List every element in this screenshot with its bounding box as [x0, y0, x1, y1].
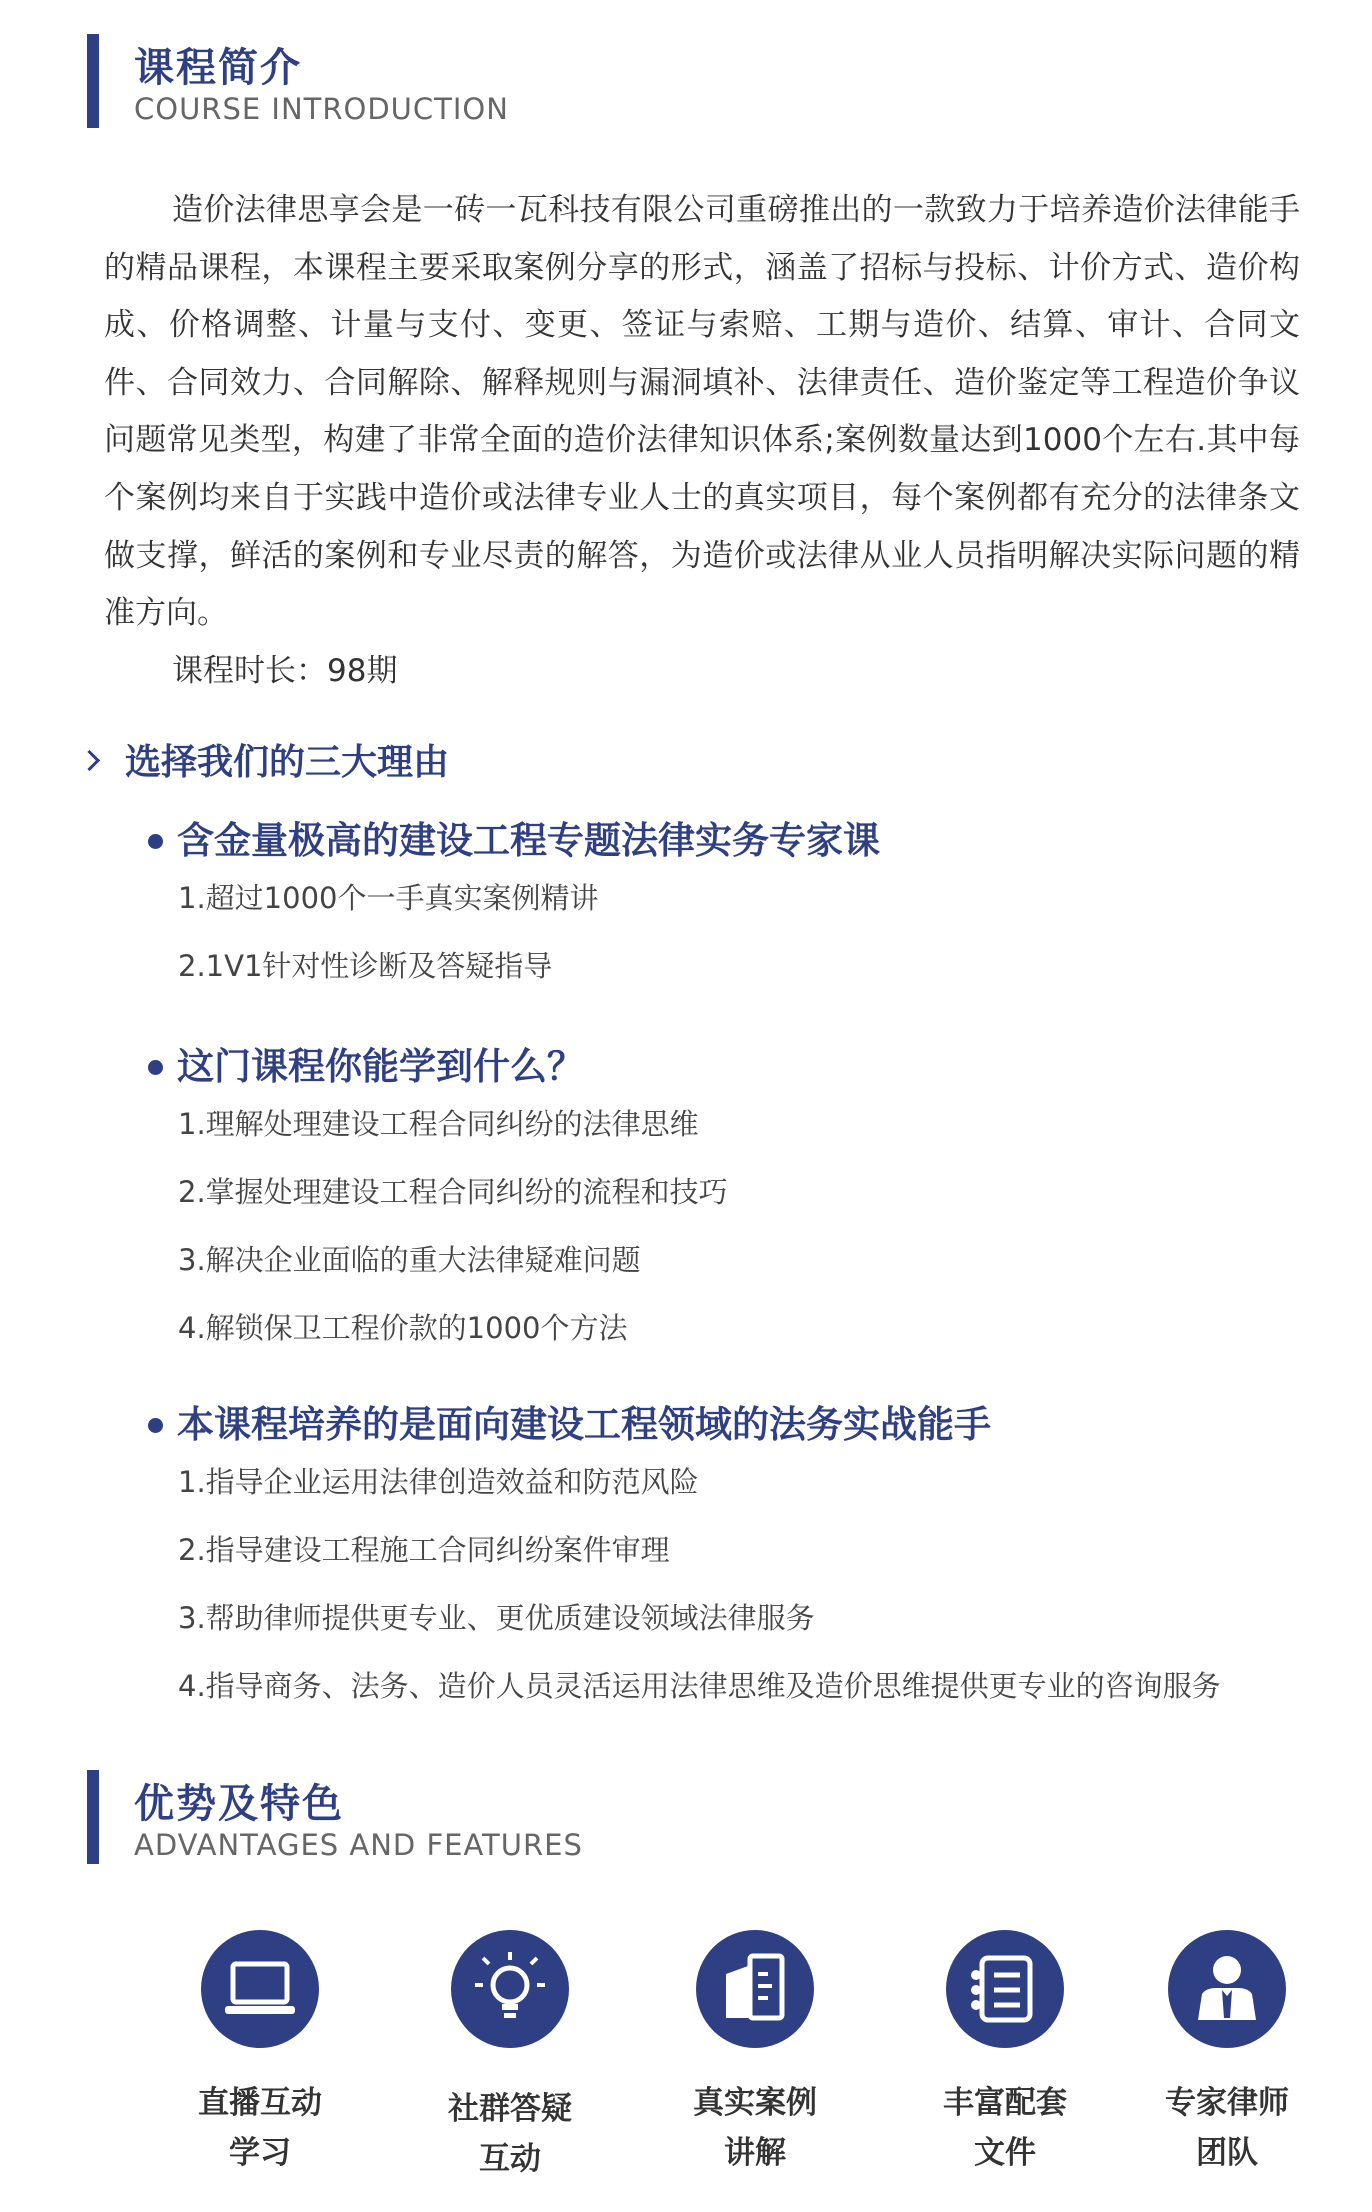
document-icon	[696, 1930, 814, 2048]
reason-item: 2.指导建设工程施工合同纠纷案件审理	[178, 1533, 670, 1567]
feature-label-line: 学习	[229, 2135, 291, 2171]
feature-label-line: 丰富配套	[943, 2085, 1067, 2121]
section-accent-bar	[87, 1770, 99, 1864]
feature-label-line: 互动	[479, 2141, 541, 2177]
bullet-dot-icon	[148, 834, 163, 849]
feature-label	[905, 2078, 1105, 2178]
feature-label-line: 社群答疑	[448, 2091, 572, 2127]
chevron-right-icon	[79, 750, 100, 771]
reason-item: 1.超过1000个一手真实案例精讲	[178, 881, 599, 915]
feature-item	[1127, 1930, 1327, 2178]
reason-title-text: 这门课程你能学到什么？	[177, 1045, 584, 1088]
features-section-subtitle: ADVANTAGES AND FEATURES	[134, 1828, 583, 1862]
features-row	[0, 1930, 1372, 2190]
feature-label-line: 真实案例	[693, 2085, 817, 2121]
reasons-heading	[82, 734, 449, 785]
reason-group-title	[148, 818, 880, 864]
intro-section-title: 课程简介	[134, 45, 302, 91]
feature-label-line: 团队	[1196, 2135, 1258, 2171]
reason-item: 4.解锁保卫工程价款的1000个方法	[178, 1311, 628, 1345]
bullet-dot-icon	[148, 1060, 163, 1075]
reason-group	[148, 1402, 1221, 1720]
feature-item	[905, 1930, 1105, 2178]
reason-item: 4.指导商务、法务、造价人员灵活运用法律思维及造价思维提供更专业的咨询服务	[178, 1669, 1221, 1703]
bullet-dot-icon	[148, 1418, 163, 1433]
feature-label-line: 讲解	[724, 2135, 786, 2171]
intro-section-subtitle: COURSE INTRODUCTION	[134, 92, 509, 126]
reasons-title: 选择我们的三大理由	[125, 742, 450, 783]
reason-group	[148, 818, 880, 1000]
reason-item: 3.帮助律师提供更专业、更优质建设领域法律服务	[178, 1601, 815, 1635]
checklist-icon	[946, 1930, 1064, 2048]
reason-group	[148, 1044, 728, 1362]
laptop-icon	[201, 1930, 319, 2048]
feature-label	[160, 2078, 360, 2178]
reason-item: 1.指导企业运用法律创造效益和防范风险	[178, 1465, 699, 1499]
intro-paragraph: 造价法律思享会是一砖一瓦科技有限公司重磅推出的一款致力于培养造价法律能手的精品课程，本课程主要采取案例分享的形式，涵盖了招标与投标、计价方式、造价构成、价格调整、计量与支付、变更、签证与索赔、工期与造价、结算、审计、合同文件、合同效力、合同解除、解释规则与漏洞填补、法律责任、造价鉴定等工程造价争议问题常见类型，构建了非常全面的造价法律知识体系;案例数量达到1000个左右.其中每个案例均来自于实践中造价或法律专业人士的真实项目，每个案例都有充分的法律条文做支撑，鲜活的案例和专业尽责的解答，为造价或法律从业人员指明解决实际问题的精准方向。	[104, 192, 1300, 632]
feature-label	[1127, 2078, 1327, 2178]
intro-body	[104, 182, 1300, 700]
reason-group-title	[148, 1402, 1221, 1448]
feature-item	[655, 1930, 855, 2178]
course-duration: 课程时长：98期	[172, 652, 398, 689]
reason-item: 2.1V1针对性诊断及答疑指导	[178, 949, 553, 983]
feature-item	[160, 1930, 360, 2178]
features-section-title: 优势及特色	[134, 1781, 344, 1827]
section-accent-bar	[87, 34, 99, 128]
lawyer-icon	[1168, 1930, 1286, 2048]
lightbulb-icon	[451, 1930, 569, 2048]
feature-label	[655, 2078, 855, 2178]
reason-item: 3.解决企业面临的重大法律疑难问题	[178, 1243, 641, 1277]
feature-label-line: 专家律师	[1165, 2085, 1289, 2121]
reason-item: 2.掌握处理建设工程合同纠纷的流程和技巧	[178, 1175, 728, 1209]
feature-label-line: 直播互动	[198, 2085, 322, 2121]
reason-item: 1.理解处理建设工程合同纠纷的法律思维	[178, 1107, 699, 1141]
reason-group-title	[148, 1044, 728, 1090]
feature-item	[410, 1930, 610, 2184]
feature-label	[410, 2084, 610, 2184]
reason-title-text: 含金量极高的建设工程专题法律实务专家课	[177, 819, 880, 862]
feature-label-line: 文件	[974, 2135, 1036, 2171]
reason-title-text: 本课程培养的是面向建设工程领域的法务实战能手	[177, 1403, 991, 1446]
